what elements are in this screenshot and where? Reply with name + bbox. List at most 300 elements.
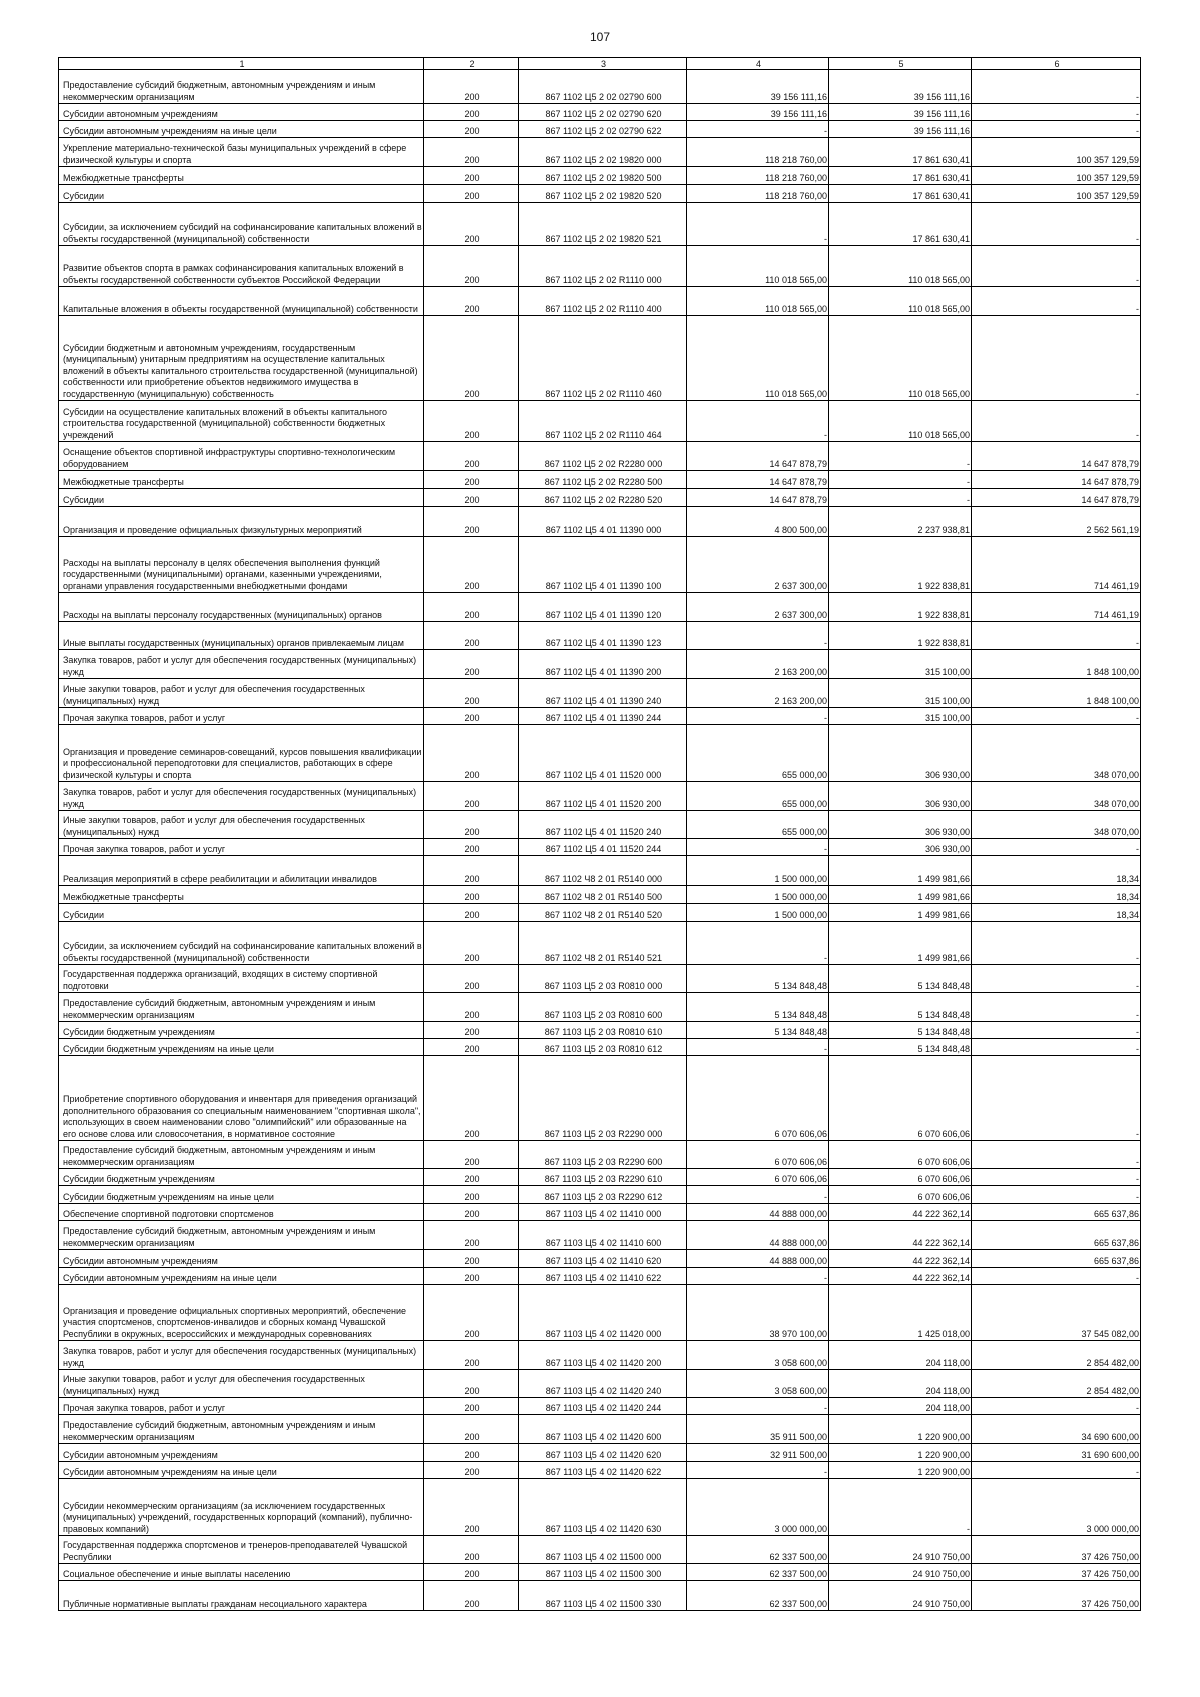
- row-value-col6: 665 637,86: [972, 1250, 1141, 1268]
- row-value-col5: -: [829, 442, 972, 471]
- row-value-col5: 17 861 630,41: [829, 185, 972, 203]
- table-row: [59, 1039, 1141, 1056]
- row-line-code: 200: [424, 1186, 519, 1204]
- row-value-col5: -: [829, 471, 972, 489]
- row-value-col4: 5 134 848,48: [687, 1022, 829, 1039]
- row-name: Развитие объектов спорта в рамках софинансирования капитальных вложений в объекты государственной собственности субъектов Российской Федерации: [59, 246, 424, 287]
- row-name: Иные закупки товаров, работ и услуг для обеспечения государственных (муниципальных) нужд: [59, 1370, 424, 1398]
- table-row: [59, 537, 1141, 593]
- row-name: Расходы на выплаты персоналу государственных (муниципальных) органов: [59, 593, 424, 622]
- table-row: [59, 471, 1141, 489]
- row-line-code: 200: [424, 1285, 519, 1341]
- row-value-col5: 6 070 606,06: [829, 1141, 972, 1169]
- row-classification-code: 867 1102 Ц5 2 02 R2280 000: [519, 442, 687, 471]
- row-value-col6: 714 461,19: [972, 537, 1141, 593]
- header-col-3: 3: [519, 58, 687, 70]
- row-value-col4: 14 647 878,79: [687, 489, 829, 507]
- row-line-code: 200: [424, 167, 519, 185]
- row-line-code: 200: [424, 70, 519, 104]
- row-value-col5: 17 861 630,41: [829, 203, 972, 246]
- row-line-code: 200: [424, 138, 519, 167]
- row-value-col5: 1 499 981,66: [829, 904, 972, 922]
- row-line-code: 200: [424, 1022, 519, 1039]
- row-line-code: 200: [424, 782, 519, 811]
- row-value-col6: -: [972, 121, 1141, 138]
- table-row: [59, 489, 1141, 507]
- row-value-col5: -: [829, 1479, 972, 1536]
- row-line-code: 200: [424, 537, 519, 593]
- row-classification-code: 867 1103 Ц5 4 02 11500 000: [519, 1536, 687, 1564]
- row-value-col6: 348 070,00: [972, 725, 1141, 782]
- row-name: Субсидии автономным учреждениям: [59, 1444, 424, 1462]
- row-name: Публичные нормативные выплаты гражданам несоциального характера: [59, 1581, 424, 1611]
- table-row: [59, 507, 1141, 537]
- row-classification-code: 867 1102 Ч8 2 01 R5140 500: [519, 886, 687, 904]
- row-line-code: 200: [424, 650, 519, 679]
- row-classification-code: 867 1102 Ц5 4 01 11390 123: [519, 622, 687, 650]
- row-value-col5: 17 861 630,41: [829, 167, 972, 185]
- row-name: Прочая закупка товаров, работ и услуг: [59, 839, 424, 856]
- row-classification-code: 867 1103 Ц5 4 02 11420 620: [519, 1444, 687, 1462]
- row-value-col5: 315 100,00: [829, 650, 972, 679]
- table-header: [59, 58, 1141, 70]
- row-name: Иные закупки товаров, работ и услуг для обеспечения государственных (муниципальных) нужд: [59, 679, 424, 708]
- row-classification-code: 867 1102 Ц5 2 02 19820 000: [519, 138, 687, 167]
- page-number: 107: [589, 30, 611, 44]
- table-row: [59, 121, 1141, 138]
- row-value-col4: -: [687, 708, 829, 725]
- row-classification-code: 867 1102 Ц5 2 02 19820 520: [519, 185, 687, 203]
- row-value-col5: 1 220 900,00: [829, 1444, 972, 1462]
- table-row: [59, 246, 1141, 287]
- row-value-col6: -: [972, 104, 1141, 121]
- row-value-col5: 5 134 848,48: [829, 1022, 972, 1039]
- table-row: [59, 1398, 1141, 1415]
- row-value-col4: 44 888 000,00: [687, 1250, 829, 1268]
- table-row: [59, 679, 1141, 708]
- row-line-code: 200: [424, 1444, 519, 1462]
- header-row: [59, 58, 1141, 70]
- table-row: [59, 316, 1141, 401]
- table-row: [59, 1415, 1141, 1444]
- row-name: Капитальные вложения в объекты государственной (муниципальной) собственности: [59, 287, 424, 316]
- table-row: [59, 167, 1141, 185]
- table-row: [59, 593, 1141, 622]
- row-name: Предоставление субсидий бюджетным, автономным учреждениям и иным некоммерческим организациям: [59, 993, 424, 1022]
- row-line-code: 200: [424, 401, 519, 442]
- row-name: Оснащение объектов спортивной инфраструктуры спортивно-технологическим оборудованием: [59, 442, 424, 471]
- row-value-col6: 34 690 600,00: [972, 1415, 1141, 1444]
- row-value-col5: 1 220 900,00: [829, 1415, 972, 1444]
- row-line-code: 200: [424, 1141, 519, 1169]
- row-name: Прочая закупка товаров, работ и услуг: [59, 708, 424, 725]
- row-line-code: 200: [424, 104, 519, 121]
- row-classification-code: 867 1102 Ц5 2 02 R1110 400: [519, 287, 687, 316]
- table-row: [59, 1169, 1141, 1186]
- row-value-col4: 44 888 000,00: [687, 1204, 829, 1221]
- row-name: Субсидии некоммерческим организациям (за исключением государственных (муниципальных) учреждений, государственных корпораций (компаний), публично-правовых компаний): [59, 1479, 424, 1536]
- row-value-col5: 110 018 565,00: [829, 246, 972, 287]
- row-line-code: 200: [424, 904, 519, 922]
- row-classification-code: 867 1103 Ц5 4 02 11410 000: [519, 1204, 687, 1221]
- row-name: Реализация мероприятий в сфере реабилитации и абилитации инвалидов: [59, 856, 424, 886]
- row-value-col4: 14 647 878,79: [687, 471, 829, 489]
- row-value-col6: 37 426 750,00: [972, 1581, 1141, 1611]
- row-value-col4: -: [687, 1268, 829, 1285]
- table-row: [59, 1462, 1141, 1479]
- row-value-col6: -: [972, 708, 1141, 725]
- row-value-col6: -: [972, 287, 1141, 316]
- table-row: [59, 185, 1141, 203]
- row-value-col6: -: [972, 1268, 1141, 1285]
- row-classification-code: 867 1102 Ц5 2 02 02790 600: [519, 70, 687, 104]
- row-name: Межбюджетные трансферты: [59, 471, 424, 489]
- row-value-col5: 306 930,00: [829, 782, 972, 811]
- row-name: Субсидии автономным учреждениям на иные цели: [59, 1462, 424, 1479]
- row-classification-code: 867 1102 Ц5 4 01 11520 200: [519, 782, 687, 811]
- row-value-col5: 306 930,00: [829, 839, 972, 856]
- row-classification-code: 867 1103 Ц5 4 02 11420 244: [519, 1398, 687, 1415]
- row-classification-code: 867 1103 Ц5 4 02 11420 200: [519, 1341, 687, 1370]
- row-value-col5: 110 018 565,00: [829, 401, 972, 442]
- row-line-code: 200: [424, 708, 519, 725]
- table-row: [59, 839, 1141, 856]
- row-value-col4: 14 647 878,79: [687, 442, 829, 471]
- row-value-col4: -: [687, 401, 829, 442]
- table-row: [59, 1444, 1141, 1462]
- row-name: Государственная поддержка организаций, входящих в систему спортивной подготовки: [59, 965, 424, 993]
- row-value-col5: 44 222 362,14: [829, 1250, 972, 1268]
- row-value-col4: -: [687, 1398, 829, 1415]
- row-value-col5: 24 910 750,00: [829, 1536, 972, 1564]
- row-name: Субсидии, за исключением субсидий на софинансирование капитальных вложений в объекты государственной (муниципальной) собственности: [59, 922, 424, 965]
- row-name: Прочая закупка товаров, работ и услуг: [59, 1398, 424, 1415]
- row-value-col6: -: [972, 1022, 1141, 1039]
- row-classification-code: 867 1102 Ц5 4 01 11520 244: [519, 839, 687, 856]
- table-row: [59, 1186, 1141, 1204]
- row-classification-code: 867 1102 Ц5 4 01 11520 000: [519, 725, 687, 782]
- row-value-col4: 5 134 848,48: [687, 965, 829, 993]
- row-name: Субсидии бюджетным и автономным учреждениям, государственным (муниципальным) унитарным предприятиям на осуществление капитальных вложений в объекты капитального строительства государственной (муниципальной) собственности или приобретение объектов недвижимого имущества в государственную (муниципальную) собственность: [59, 316, 424, 401]
- row-classification-code: 867 1102 Ц5 2 02 02790 620: [519, 104, 687, 121]
- table-row: [59, 1268, 1141, 1285]
- table-row: [59, 1056, 1141, 1141]
- header-col-6: 6: [972, 58, 1141, 70]
- row-value-col4: 2 163 200,00: [687, 679, 829, 708]
- row-classification-code: 867 1103 Ц5 2 03 R2290 000: [519, 1056, 687, 1141]
- row-name: Субсидии: [59, 489, 424, 507]
- row-name: Межбюджетные трансферты: [59, 167, 424, 185]
- row-value-col6: 37 426 750,00: [972, 1536, 1141, 1564]
- row-classification-code: 867 1102 Ц5 4 01 11520 240: [519, 811, 687, 839]
- row-classification-code: 867 1102 Ц5 4 01 11390 244: [519, 708, 687, 725]
- row-value-col6: -: [972, 1141, 1141, 1169]
- row-name: Предоставление субсидий бюджетным, автономным учреждениям и иным некоммерческим организациям: [59, 1221, 424, 1250]
- row-value-col6: -: [972, 622, 1141, 650]
- row-value-col4: -: [687, 121, 829, 138]
- row-classification-code: 867 1103 Ц5 4 02 11500 330: [519, 1581, 687, 1611]
- row-value-col4: -: [687, 1039, 829, 1056]
- row-value-col4: 2 637 300,00: [687, 593, 829, 622]
- row-name: Субсидии бюджетным учреждениям: [59, 1022, 424, 1039]
- row-value-col4: 655 000,00: [687, 782, 829, 811]
- row-line-code: 200: [424, 316, 519, 401]
- row-value-col4: 1 500 000,00: [687, 904, 829, 922]
- row-name: Межбюджетные трансферты: [59, 886, 424, 904]
- row-value-col5: 306 930,00: [829, 725, 972, 782]
- row-classification-code: 867 1102 Ч8 2 01 R5140 521: [519, 922, 687, 965]
- table-body: [59, 70, 1141, 1611]
- row-value-col5: 24 910 750,00: [829, 1581, 972, 1611]
- row-line-code: 200: [424, 1169, 519, 1186]
- table-row: [59, 1221, 1141, 1250]
- row-value-col4: 118 218 760,00: [687, 138, 829, 167]
- row-name: Государственная поддержка спортсменов и тренеров-преподавателей Чувашской Республики: [59, 1536, 424, 1564]
- row-value-col6: 31 690 600,00: [972, 1444, 1141, 1462]
- row-value-col4: 6 070 606,06: [687, 1169, 829, 1186]
- row-name: Приобретение спортивного оборудования и инвентаря для приведения организаций дополнительного образования со специальным наименованием "спортивная школа", использующих в своем наименовании слово "олимпийский" или образованные на его основе слова или словосочетания, в нормативное состояние: [59, 1056, 424, 1141]
- row-value-col5: -: [829, 489, 972, 507]
- row-value-col5: 5 134 848,48: [829, 1039, 972, 1056]
- row-classification-code: 867 1102 Ц5 4 01 11390 120: [519, 593, 687, 622]
- row-value-col6: 14 647 878,79: [972, 489, 1141, 507]
- row-value-col6: 14 647 878,79: [972, 471, 1141, 489]
- row-name: Закупка товаров, работ и услуг для обеспечения государственных (муниципальных) нужд: [59, 650, 424, 679]
- row-value-col6: 18,34: [972, 886, 1141, 904]
- row-value-col6: -: [972, 1039, 1141, 1056]
- row-value-col5: 1 220 900,00: [829, 1462, 972, 1479]
- row-name: Предоставление субсидий бюджетным, автономным учреждениям и иным некоммерческим организациям: [59, 1141, 424, 1169]
- table-row: [59, 622, 1141, 650]
- row-value-col6: -: [972, 401, 1141, 442]
- row-name: Закупка товаров, работ и услуг для обеспечения государственных (муниципальных) нужд: [59, 782, 424, 811]
- row-value-col5: 1 499 981,66: [829, 856, 972, 886]
- row-value-col4: 44 888 000,00: [687, 1221, 829, 1250]
- row-value-col4: 655 000,00: [687, 725, 829, 782]
- row-line-code: 200: [424, 1536, 519, 1564]
- table-row: [59, 1581, 1141, 1611]
- row-name: Закупка товаров, работ и услуг для обеспечения государственных (муниципальных) нужд: [59, 1341, 424, 1370]
- table-row: [59, 1141, 1141, 1169]
- row-line-code: 200: [424, 507, 519, 537]
- row-classification-code: 867 1102 Ч8 2 01 R5140 520: [519, 904, 687, 922]
- table-row: [59, 1536, 1141, 1564]
- row-value-col6: 2 854 482,00: [972, 1341, 1141, 1370]
- row-value-col5: 1 922 838,81: [829, 622, 972, 650]
- table-row: [59, 811, 1141, 839]
- row-value-col6: 2 854 482,00: [972, 1370, 1141, 1398]
- row-name: Субсидии автономным учреждениям на иные цели: [59, 1268, 424, 1285]
- row-line-code: 200: [424, 679, 519, 708]
- row-name: Субсидии бюджетным учреждениям: [59, 1169, 424, 1186]
- row-value-col5: 2 237 938,81: [829, 507, 972, 537]
- row-value-col6: 18,34: [972, 904, 1141, 922]
- table-row: [59, 993, 1141, 1022]
- row-name: Обеспечение спортивной подготовки спортсменов: [59, 1204, 424, 1221]
- table-row: [59, 650, 1141, 679]
- row-value-col6: -: [972, 839, 1141, 856]
- row-value-col6: -: [972, 1056, 1141, 1141]
- row-value-col4: 3 058 600,00: [687, 1341, 829, 1370]
- row-value-col5: 1 922 838,81: [829, 593, 972, 622]
- row-classification-code: 867 1103 Ц5 2 03 R2290 600: [519, 1141, 687, 1169]
- row-value-col4: 1 500 000,00: [687, 856, 829, 886]
- table-row: [59, 725, 1141, 782]
- row-value-col5: 39 156 111,16: [829, 121, 972, 138]
- row-value-col5: 1 425 018,00: [829, 1285, 972, 1341]
- row-value-col6: -: [972, 70, 1141, 104]
- row-value-col4: 6 070 606,06: [687, 1056, 829, 1141]
- row-value-col5: 110 018 565,00: [829, 316, 972, 401]
- row-value-col4: -: [687, 839, 829, 856]
- row-value-col5: 39 156 111,16: [829, 70, 972, 104]
- row-value-col4: 4 800 500,00: [687, 507, 829, 537]
- row-value-col5: 39 156 111,16: [829, 104, 972, 121]
- row-value-col6: 348 070,00: [972, 782, 1141, 811]
- row-value-col5: 24 910 750,00: [829, 1564, 972, 1581]
- row-name: Предоставление субсидий бюджетным, автономным учреждениям и иным некоммерческим организациям: [59, 1415, 424, 1444]
- row-value-col4: 39 156 111,16: [687, 104, 829, 121]
- row-name: Предоставление субсидий бюджетным, автономным учреждениям и иным некоммерческим организациям: [59, 70, 424, 104]
- row-value-col5: 1 922 838,81: [829, 537, 972, 593]
- row-value-col6: 1 848 100,00: [972, 679, 1141, 708]
- table-row: [59, 1204, 1141, 1221]
- row-value-col4: 32 911 500,00: [687, 1444, 829, 1462]
- row-line-code: 200: [424, 622, 519, 650]
- row-classification-code: 867 1103 Ц5 4 02 11500 300: [519, 1564, 687, 1581]
- row-value-col4: 118 218 760,00: [687, 167, 829, 185]
- row-value-col5: 17 861 630,41: [829, 138, 972, 167]
- row-name: Субсидии бюджетным учреждениям на иные цели: [59, 1186, 424, 1204]
- row-line-code: 200: [424, 839, 519, 856]
- row-value-col6: 714 461,19: [972, 593, 1141, 622]
- row-line-code: 200: [424, 811, 519, 839]
- row-value-col5: 1 499 981,66: [829, 922, 972, 965]
- row-classification-code: 867 1102 Ц5 2 02 R1110 464: [519, 401, 687, 442]
- table-row: [59, 1370, 1141, 1398]
- row-classification-code: 867 1103 Ц5 4 02 11420 630: [519, 1479, 687, 1536]
- row-name: Субсидии: [59, 904, 424, 922]
- row-line-code: 200: [424, 725, 519, 782]
- row-name: Субсидии автономным учреждениям: [59, 104, 424, 121]
- table-row: [59, 708, 1141, 725]
- row-value-col4: -: [687, 922, 829, 965]
- row-classification-code: 867 1103 Ц5 2 03 R0810 000: [519, 965, 687, 993]
- row-line-code: 200: [424, 442, 519, 471]
- row-name: Субсидии: [59, 185, 424, 203]
- row-value-col5: 306 930,00: [829, 811, 972, 839]
- table-row: [59, 1341, 1141, 1370]
- row-value-col5: 6 070 606,06: [829, 1186, 972, 1204]
- row-line-code: 200: [424, 121, 519, 138]
- row-line-code: 200: [424, 489, 519, 507]
- row-value-col6: -: [972, 316, 1141, 401]
- row-line-code: 200: [424, 287, 519, 316]
- row-value-col4: 5 134 848,48: [687, 993, 829, 1022]
- row-classification-code: 867 1103 Ц5 2 03 R0810 600: [519, 993, 687, 1022]
- row-line-code: 200: [424, 993, 519, 1022]
- row-line-code: 200: [424, 246, 519, 287]
- row-name: Укрепление материально-технической базы муниципальных учреждений в сфере физической культуры и спорта: [59, 138, 424, 167]
- row-value-col4: 2 163 200,00: [687, 650, 829, 679]
- row-value-col4: 110 018 565,00: [687, 316, 829, 401]
- row-line-code: 200: [424, 593, 519, 622]
- row-classification-code: 867 1102 Ц5 2 02 19820 521: [519, 203, 687, 246]
- row-classification-code: 867 1103 Ц5 4 02 11410 620: [519, 1250, 687, 1268]
- table-row: [59, 1564, 1141, 1581]
- row-value-col6: 37 545 082,00: [972, 1285, 1141, 1341]
- row-name: Субсидии, за исключением субсидий на софинансирование капитальных вложений в объекты государственной (муниципальной) собственности: [59, 203, 424, 246]
- row-classification-code: 867 1103 Ц5 4 02 11420 000: [519, 1285, 687, 1341]
- row-value-col5: 204 118,00: [829, 1341, 972, 1370]
- row-classification-code: 867 1102 Ц5 2 02 R2280 500: [519, 471, 687, 489]
- table-row: [59, 401, 1141, 442]
- row-value-col4: 3 000 000,00: [687, 1479, 829, 1536]
- row-classification-code: 867 1103 Ц5 4 02 11410 622: [519, 1268, 687, 1285]
- row-classification-code: 867 1103 Ц5 2 03 R2290 612: [519, 1186, 687, 1204]
- row-value-col4: 655 000,00: [687, 811, 829, 839]
- row-line-code: 200: [424, 1479, 519, 1536]
- row-value-col6: 348 070,00: [972, 811, 1141, 839]
- table-row: [59, 856, 1141, 886]
- row-line-code: 200: [424, 1221, 519, 1250]
- row-classification-code: 867 1103 Ц5 4 02 11410 600: [519, 1221, 687, 1250]
- row-classification-code: 867 1102 Ц5 4 01 11390 000: [519, 507, 687, 537]
- row-value-col4: 6 070 606,06: [687, 1141, 829, 1169]
- row-value-col4: 1 500 000,00: [687, 886, 829, 904]
- row-value-col4: -: [687, 1462, 829, 1479]
- row-classification-code: 867 1102 Ц5 2 02 R1110 460: [519, 316, 687, 401]
- row-classification-code: 867 1103 Ц5 2 03 R0810 612: [519, 1039, 687, 1056]
- row-classification-code: 867 1102 Ц5 4 01 11390 100: [519, 537, 687, 593]
- row-value-col6: -: [972, 922, 1141, 965]
- row-name: Организация и проведение официальных физкультурных мероприятий: [59, 507, 424, 537]
- row-line-code: 200: [424, 1415, 519, 1444]
- row-value-col6: 3 000 000,00: [972, 1479, 1141, 1536]
- table-row: [59, 203, 1141, 246]
- row-line-code: 200: [424, 1462, 519, 1479]
- row-value-col5: 6 070 606,06: [829, 1056, 972, 1141]
- row-value-col5: 44 222 362,14: [829, 1268, 972, 1285]
- row-name: Иные закупки товаров, работ и услуг для обеспечения государственных (муниципальных) нужд: [59, 811, 424, 839]
- row-value-col4: -: [687, 1186, 829, 1204]
- row-value-col6: 665 637,86: [972, 1221, 1141, 1250]
- table-row: [59, 904, 1141, 922]
- row-value-col5: 204 118,00: [829, 1398, 972, 1415]
- table-row: [59, 1285, 1141, 1341]
- row-value-col6: -: [972, 965, 1141, 993]
- row-value-col6: -: [972, 993, 1141, 1022]
- row-classification-code: 867 1102 Ц5 2 02 19820 500: [519, 167, 687, 185]
- row-value-col5: 5 134 848,48: [829, 993, 972, 1022]
- row-value-col6: 100 357 129,59: [972, 185, 1141, 203]
- row-value-col4: 2 637 300,00: [687, 537, 829, 593]
- row-name: Иные выплаты государственных (муниципальных) органов привлекаемым лицам: [59, 622, 424, 650]
- row-value-col6: -: [972, 1169, 1141, 1186]
- row-value-col6: 37 426 750,00: [972, 1564, 1141, 1581]
- row-value-col6: -: [972, 1462, 1141, 1479]
- table-row: [59, 1250, 1141, 1268]
- header-col-1: 1: [59, 58, 424, 70]
- row-name: Расходы на выплаты персоналу в целях обеспечения выполнения функций государственными (муниципальными) органами, казенными учреждениями, органами управления государственными внебюджетными фондами: [59, 537, 424, 593]
- row-value-col6: 14 647 878,79: [972, 442, 1141, 471]
- table-row: [59, 287, 1141, 316]
- header-col-4: 4: [687, 58, 829, 70]
- row-value-col6: -: [972, 203, 1141, 246]
- row-value-col4: 110 018 565,00: [687, 287, 829, 316]
- row-line-code: 200: [424, 1564, 519, 1581]
- row-value-col5: 315 100,00: [829, 708, 972, 725]
